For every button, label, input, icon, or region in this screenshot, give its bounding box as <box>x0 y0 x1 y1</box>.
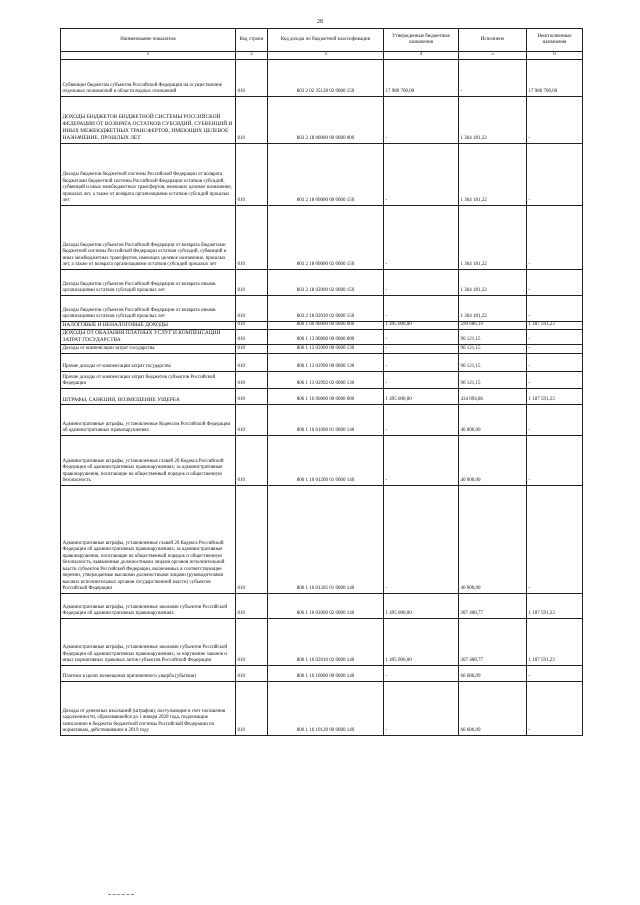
table-row <box>61 205 583 269</box>
row-executed: 434 094,86 <box>459 388 527 404</box>
row-classification: 806 1 16 01000 01 0000 140 <box>268 404 384 435</box>
row-code: 010 <box>236 593 268 618</box>
table-row <box>61 665 583 681</box>
row-unexecuted: 1 187 591,23 <box>527 321 583 329</box>
row-approved: - <box>384 344 459 353</box>
row-executed: 40 000,00 <box>459 485 527 593</box>
column-number-row <box>61 52 583 60</box>
row-name: Платежи в целях возмещения причиненного ущерба (убытков) <box>61 665 236 681</box>
row-unexecuted: - <box>527 344 583 353</box>
row-code: 010 <box>236 295 268 321</box>
row-classification: 806 1 16 02000 02 0000 140 <box>268 593 384 618</box>
table-row <box>61 681 583 735</box>
row-executed: 1 364 181,22 <box>459 143 527 205</box>
row-executed: 40 000,00 <box>459 404 527 435</box>
row-approved: - <box>384 329 459 344</box>
header-indicator-name: Наименование показателя <box>61 29 236 52</box>
row-classification: 803 2 18 00000 02 0000 150 <box>268 205 384 269</box>
header-unexecuted: Неисполненные назначения <box>527 29 583 52</box>
column-number: 4 <box>384 52 459 60</box>
page-number: 28 <box>317 19 323 25</box>
table-row <box>61 404 583 435</box>
column-number: 1 <box>61 52 236 60</box>
row-classification: 803 2 02 35128 02 0000 150 <box>268 59 384 96</box>
row-code: 010 <box>236 269 268 295</box>
table-row <box>61 295 583 321</box>
row-executed: 96 121,15 <box>459 344 527 353</box>
row-executed: 96 121,15 <box>459 329 527 344</box>
row-code: 010 <box>236 485 268 593</box>
table-row <box>61 329 583 344</box>
table-header-row <box>61 29 583 52</box>
row-approved: - <box>384 681 459 735</box>
row-approved: - <box>384 353 459 371</box>
row-name: Административные штрафы, установленные главой 20 Кодекса Российской Федерации об административных правонарушениях, за административные правонарушения, посягающие на общественный порядок и общественную безопасность, выявленные должностными лицами органов исполнительной власти субъектов Российской Федерации, включенных в соответствующие перечни, утверждаемые высшими должностными лицами (руководителями высших исполнительных органов государственной власти) субъектов Российской Федерации <box>61 485 236 593</box>
row-executed: 1 364 181,22 <box>459 269 527 295</box>
row-name: Доходы от компенсации затрат государства <box>61 344 236 353</box>
row-name: Административные штрафы, установленные законами субъектов Российской Федерации об административных правонарушениях, за нарушение законов и иных нормативных правовых актов субъектов Российской Федерации <box>61 618 236 665</box>
row-code: 010 <box>236 681 268 735</box>
row-unexecuted: 1 187 591,23 <box>527 618 583 665</box>
row-classification: 806 1 00 00000 00 0000 000 <box>268 321 384 329</box>
table-row <box>61 269 583 295</box>
row-executed: 1 364 181,22 <box>459 205 527 269</box>
row-unexecuted: - <box>527 435 583 485</box>
row-code: 010 <box>236 371 268 388</box>
row-executed: 96 121,15 <box>459 371 527 388</box>
row-name: Доходы бюджетов субъектов Российской Федерации от возврата иными организациями остатков субсидий прошлых лет <box>61 269 236 295</box>
row-unexecuted: - <box>527 205 583 269</box>
table-row <box>61 388 583 404</box>
row-code: 010 <box>236 435 268 485</box>
row-unexecuted: - <box>527 404 583 435</box>
row-approved: 1 495 000,00 <box>384 321 459 329</box>
table-row <box>61 353 583 371</box>
row-unexecuted: - <box>527 96 583 143</box>
row-unexecuted: - <box>527 329 583 344</box>
table-row <box>61 59 583 96</box>
table-row <box>61 96 583 143</box>
row-code: 010 <box>236 205 268 269</box>
row-classification: 806 1 16 01200 01 0000 140 <box>268 435 384 485</box>
table-row <box>61 593 583 618</box>
row-classification: 806 1 13 02992 02 0000 130 <box>268 371 384 388</box>
row-unexecuted: - <box>527 371 583 388</box>
row-approved: 17 980 700,00 <box>384 59 459 96</box>
row-executed: 66 686,09 <box>459 665 527 681</box>
row-approved: 1 495 000,00 <box>384 388 459 404</box>
row-unexecuted: - <box>527 295 583 321</box>
row-code: 010 <box>236 404 268 435</box>
row-name: Доходы бюджетов субъектов Российской Федерации от возврата иными организациями остатков субсидий прошлых лет <box>61 295 236 321</box>
row-code: 010 <box>236 329 268 344</box>
row-name: ШТРАФЫ, САНКЦИИ, ВОЗМЕЩЕНИЕ УЩЕРБА <box>61 388 236 404</box>
row-unexecuted: 1 187 591,23 <box>527 388 583 404</box>
row-classification: 803 2 18 00000 00 0000 150 <box>268 143 384 205</box>
row-approved: 1 495 000,00 <box>384 618 459 665</box>
row-code: 010 <box>236 321 268 329</box>
row-classification: 803 2 18 02000 02 0000 150 <box>268 269 384 295</box>
table-row <box>61 321 583 329</box>
row-name: Субвенции бюджетам субъектов Российской Федерации на осуществление отдельных полномочий в области водных отношений <box>61 59 236 96</box>
row-classification: 806 1 16 00000 00 0000 000 <box>268 388 384 404</box>
row-approved: - <box>384 96 459 143</box>
table-row <box>61 485 583 593</box>
row-code: 010 <box>236 618 268 665</box>
column-number: 5 <box>459 52 527 60</box>
header-approved: Утвержденные бюджетные назначения <box>384 29 459 52</box>
row-code: 010 <box>236 96 268 143</box>
row-name: Административные штрафы, установленные главой 20 Кодекса Российской Федерации об административных правонарушениях, за административные правонарушения, посягающие на общественный порядок и общественную безопасность <box>61 435 236 485</box>
row-executed: 40 000,00 <box>459 435 527 485</box>
row-classification: 806 1 13 02990 00 0000 130 <box>268 353 384 371</box>
row-name: НАЛОГОВЫЕ И НЕНАЛОГОВЫЕ ДОХОДЫ <box>61 321 236 329</box>
row-name: Доходы бюджетов бюджетной системы Российской Федерации от возврата бюджетами бюджетной системы Российской Федерации остатков субсидий, субвенций и иных межбюджетных трансфертов, имеющих целевое назначение, прошлых лет, а также от возврата организациями остатков субсидий прошлых лет <box>61 143 236 205</box>
table-row <box>61 435 583 485</box>
row-approved: - <box>384 143 459 205</box>
row-classification: 806 1 16 10000 00 0000 140 <box>268 665 384 681</box>
header-executed: Исполнено <box>459 29 527 52</box>
row-code: 010 <box>236 344 268 353</box>
row-unexecuted: - <box>527 143 583 205</box>
row-name: Прочие доходы от компенсации затрат государства <box>61 353 236 371</box>
footer-mark <box>108 894 134 895</box>
row-approved: - <box>384 371 459 388</box>
row-unexecuted: 17 980 700,00 <box>527 59 583 96</box>
row-name: Прочие доходы от компенсации затрат бюджетов субъектов Российской Федерации <box>61 371 236 388</box>
table-row <box>61 371 583 388</box>
row-name: ДОХОДЫ БЮДЖЕТОВ БЮДЖЕТНОЙ СИСТЕМЫ РОССИЙСКОЙ ФЕДЕРАЦИИ ОТ ВОЗВРАТА ОСТАТКОВ СУБСИДИЙ, СУБВЕНЦИЙ И ИНЫХ МЕЖБЮДЖЕТНЫХ ТРАНСФЕРТОВ, ИМЕЮЩИХ ЦЕЛЕВОЕ НАЗНАЧЕНИЕ, ПРОШЛЫХ ЛЕТ <box>61 96 236 143</box>
row-unexecuted: - <box>527 665 583 681</box>
table-row <box>61 344 583 353</box>
revenue-table <box>60 28 583 736</box>
row-unexecuted: - <box>527 353 583 371</box>
row-classification: 806 1 16 10120 00 0000 140 <box>268 681 384 735</box>
row-approved: - <box>384 665 459 681</box>
row-executed: 96 121,15 <box>459 353 527 371</box>
row-name: Административные штрафы, установленные Кодексом Российской Федерации об административных правонарушениях <box>61 404 236 435</box>
row-approved: - <box>384 295 459 321</box>
row-executed: 307 408,77 <box>459 593 527 618</box>
row-approved: - <box>384 205 459 269</box>
row-name: Административные штрафы, установленные законами субъектов Российской Федерации об административных правонарушениях <box>61 593 236 618</box>
row-name: ДОХОДЫ ОТ ОКАЗАНИЯ ПЛАТНЫХ УСЛУГ И КОМПЕНСАЦИИ ЗАТРАТ ГОСУДАРСТВА <box>61 329 236 344</box>
row-executed: 66 686,09 <box>459 681 527 735</box>
header-budget-classification: Код дохода по бюджетной классификации <box>268 29 384 52</box>
column-number: 6 <box>527 52 583 60</box>
row-unexecuted: - <box>527 681 583 735</box>
row-classification: 803 2 18 02030 02 0000 150 <box>268 295 384 321</box>
row-classification: 806 1 16 01205 01 0000 140 <box>268 485 384 593</box>
row-executed: 307 408,77 <box>459 618 527 665</box>
row-approved: - <box>384 485 459 593</box>
row-approved: - <box>384 404 459 435</box>
row-unexecuted: - <box>527 269 583 295</box>
row-code: 010 <box>236 59 268 96</box>
row-name: Доходы от денежных взысканий (штрафов), поступающие в счет погашения задолженности, образовавшейся до 1 января 2020 года, подлежащие зачислению в бюджеты бюджетной системы Российской Федерации по нормативам, действовавшим в 2019 году <box>61 681 236 735</box>
row-executed: 1 364 181,22 <box>459 295 527 321</box>
row-code: 010 <box>236 143 268 205</box>
column-number: 2 <box>236 52 268 60</box>
row-classification: 806 1 13 00000 00 0000 000 <box>268 329 384 344</box>
row-code: 010 <box>236 665 268 681</box>
header-row-code: Код строки <box>236 29 268 52</box>
row-executed: 599 686,19 <box>459 321 527 329</box>
row-executed: 1 364 181,22 <box>459 96 527 143</box>
row-classification: 803 2 18 00000 00 0000 000 <box>268 96 384 143</box>
column-number: 3 <box>268 52 384 60</box>
row-executed: - <box>459 59 527 96</box>
row-approved: - <box>384 269 459 295</box>
row-code: 010 <box>236 353 268 371</box>
row-classification: 806 1 13 02000 00 0000 130 <box>268 344 384 353</box>
table-row <box>61 143 583 205</box>
row-approved: - <box>384 435 459 485</box>
row-unexecuted: - <box>527 485 583 593</box>
row-unexecuted: 1 187 591,23 <box>527 593 583 618</box>
table-row <box>61 618 583 665</box>
row-name: Доходы бюджетов субъектов Российской Федерации от возврата бюджетами бюджетной системы Российской Федерации остатков субсидий, субвенций и иных межбюджетных трансфертов, имеющих целевое назначение, прошлых лет, а также от возврата организациями остатков субсидий прошлых лет <box>61 205 236 269</box>
row-code: 010 <box>236 388 268 404</box>
row-approved: 1 495 000,00 <box>384 593 459 618</box>
row-classification: 806 1 16 02010 02 0000 140 <box>268 618 384 665</box>
